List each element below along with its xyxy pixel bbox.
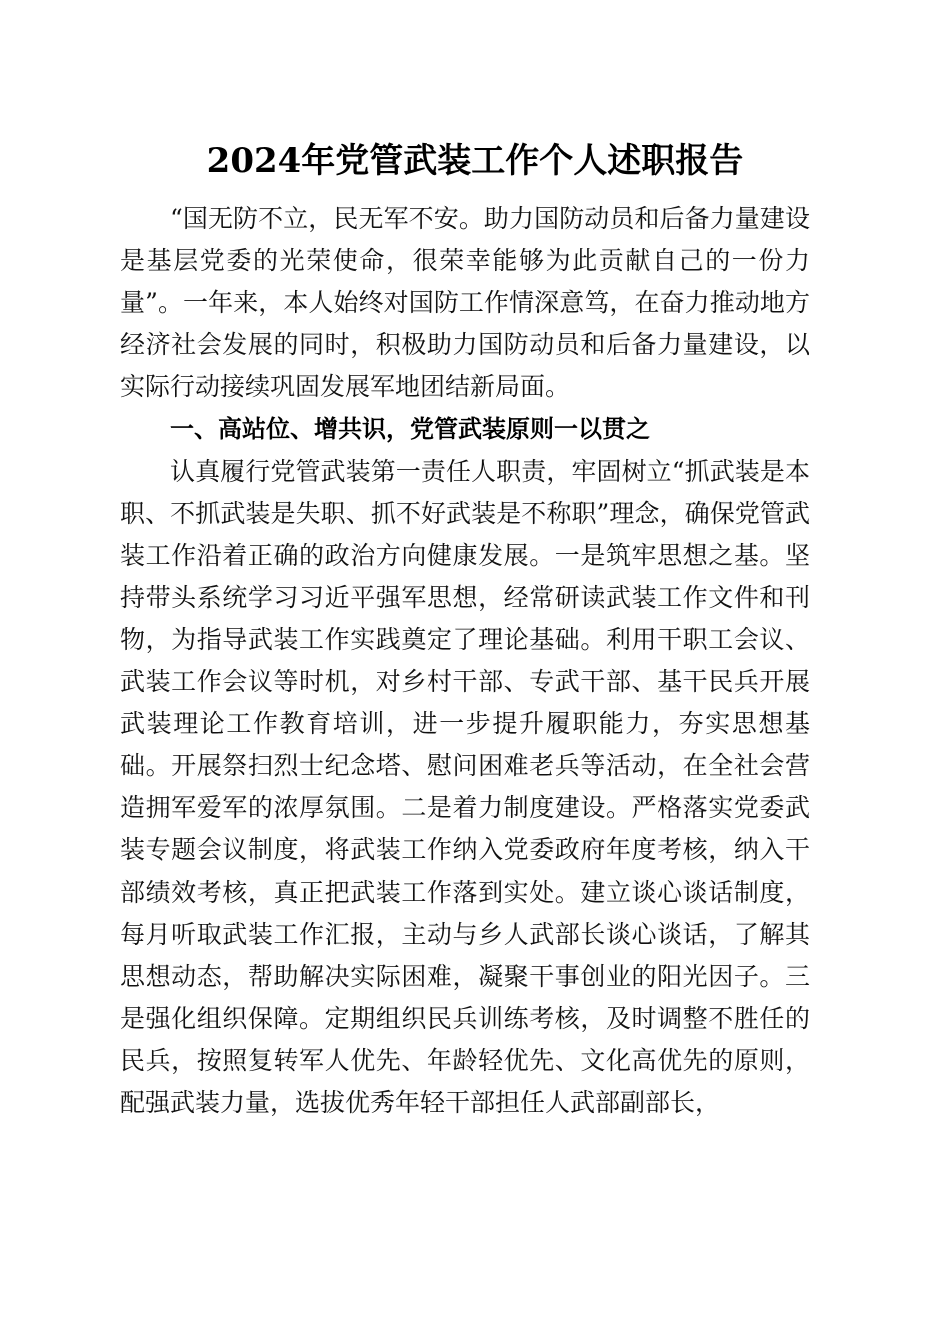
- document-body: [120, 198, 810, 1124]
- intro-paragraph: “国无防不立，民无军不安。助力国防动员和后备力量建设是基层党委的光荣使命，很荣幸能够为此贡献自己的一份力量”。一年来，本人始终对国防工作情深意笃，在奋力推动地方经济社会发展的同时，积极助力国防动员和后备力量建设，以实际行动接续巩固发展军地团结新局面。: [120, 204, 810, 402]
- document-title: 2024年党管武装工作个人述职报告: [206, 141, 744, 181]
- section-heading: 一、高站位、增共识，党管武装原则一以贯之: [170, 415, 650, 444]
- section-paragraph: 认真履行党管武装第一责任人职责，牢固树立“抓武装是本职、不抓武装是失职、抓不好武装是不称职”理念，确保党管武装工作沿着正确的政治方向健康发展。一是筑牢思想之基。坚持带头系统学习习近平强军思想，经常研读武装工作文件和刊物，为指导武装工作实践奠定了理论基础。利用干职工会议、武装工作会议等时机，对乡村干部、专武干部、基干民兵开展武装理论工作教育培训，进一步提升履职能力，夯实思想基础。开展祭扫烈士纪念塔、慰问困难老兵等活动，在全社会营造拥军爱军的浓厚氛围。二是着力制度建设。严格落实党委武装专题会议制度，将武装工作纳入党委政府年度考核，纳入干部绩效考核，真正把武装工作落到实处。建立谈心谈话制度，每月听取武装工作汇报，主动与乡人武部长谈心谈话，了解其思想动态，帮助解决实际困难，凝聚干事创业的阳光因子。三是强化组织保障。定期组织民兵训练考核，及时调整不胜任的民兵，按照复转军人优先、年龄轻优先、文化高优先的原则，配强武装力量，选拔优秀年轻干部担任人武部副部长，: [120, 456, 810, 1117]
